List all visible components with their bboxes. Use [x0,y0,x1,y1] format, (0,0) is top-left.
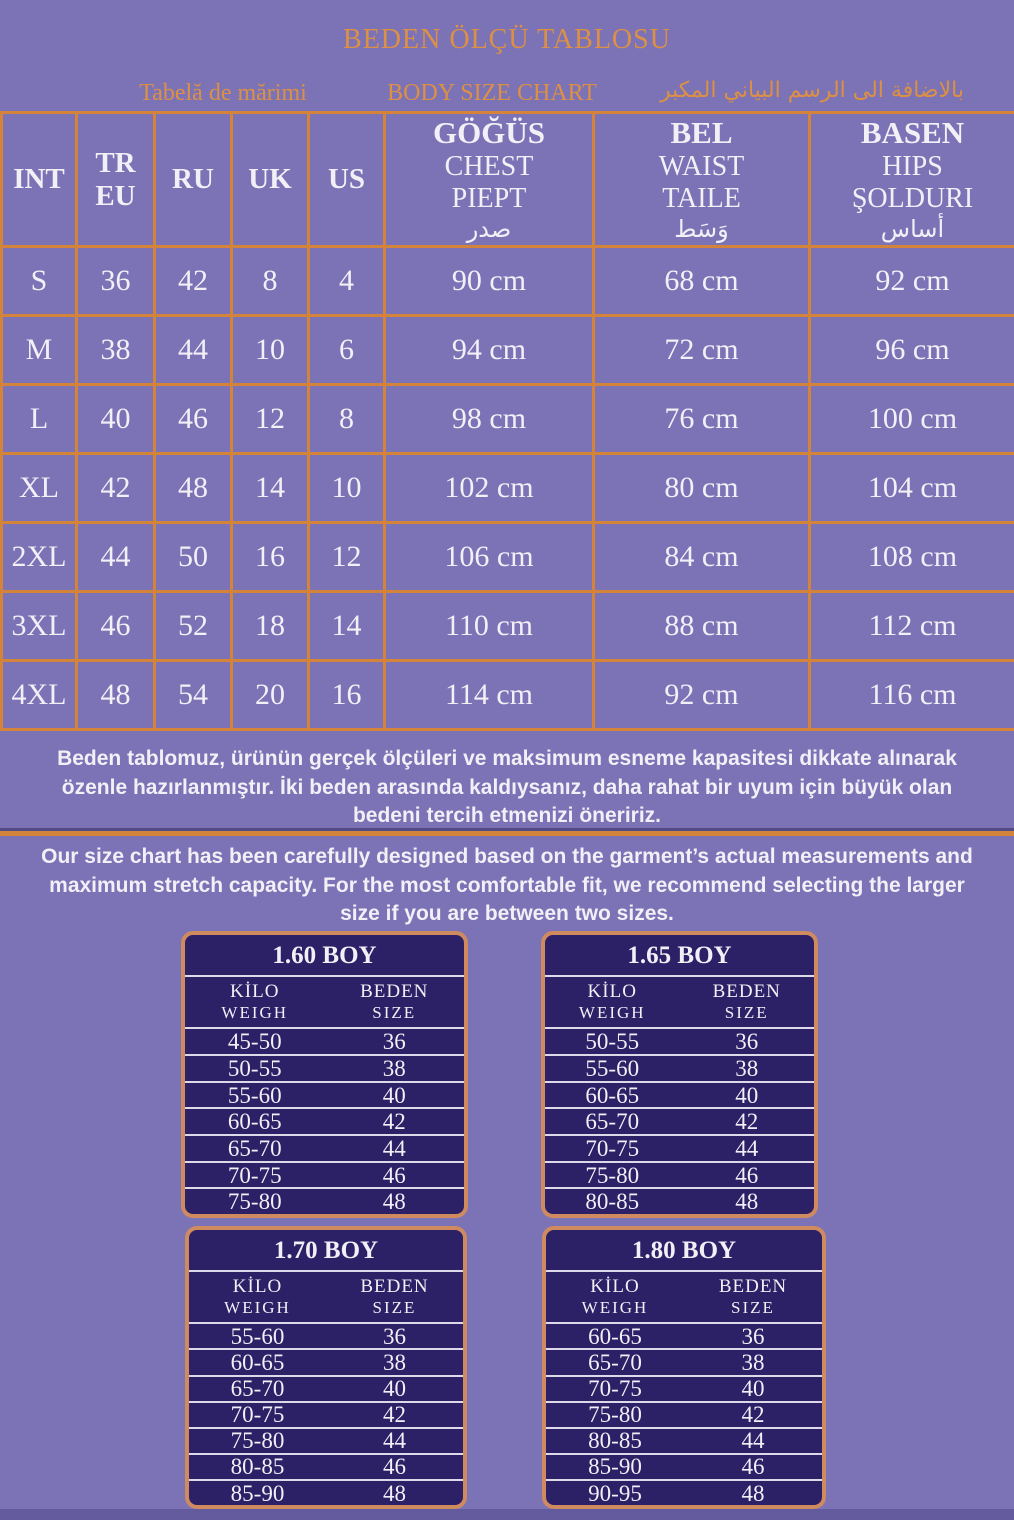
table-row [185,1054,464,1081]
table-cell: 38 [735,1055,759,1081]
col-label: BEDEN [712,981,781,1002]
height-table-180 [542,1226,826,1509]
col-label: SIZE [372,1002,417,1022]
height-table-title: 1.80 BOY [546,1230,822,1272]
table-row [545,1081,814,1108]
table-cell: 80-85 [230,1454,285,1480]
table-cell: 114 cm [385,661,594,730]
table-cell: 70-75 [230,1402,285,1428]
table-cell: 46 [155,385,232,454]
col-header-us [309,113,385,247]
col-label: BEDEN [718,1276,788,1297]
height-table-160 [181,931,468,1218]
table-cell: 8 [309,385,385,454]
table-cell: 18 [232,592,309,661]
table-cell: L [2,385,77,454]
table-cell: 85-90 [230,1480,285,1506]
table-cell: 42 [155,247,232,316]
table-row [546,1453,822,1479]
col-label: INT [13,163,65,196]
table-cell: 85-90 [588,1454,642,1480]
weight-column-header [189,1276,326,1317]
table-cell: 36 [383,1323,406,1349]
table-cell: XL [2,454,77,523]
table-cell: 80-85 [588,1428,642,1454]
table-row [545,1054,814,1081]
col-label: EU [95,179,136,212]
section-divider [0,831,1014,836]
table-cell: 4XL [2,661,77,730]
col-header-hips [810,113,1014,247]
body-size-table [0,111,1014,731]
weight-column-header [185,981,325,1022]
col-label: ŞOLDURI [851,182,974,214]
table-cell: 36 [382,1029,406,1055]
table-cell: 46 [383,1454,406,1480]
table-cell: 92 cm [594,661,810,730]
height-table-title: 1.60 BOY [185,935,464,977]
col-label: WEIGH [581,1297,649,1317]
table-cell: 70-75 [227,1162,282,1188]
subtitle-english: BODY SIZE CHART [387,80,597,106]
table-cell: 75-80 [227,1189,282,1215]
col-label: US [327,163,366,196]
table-row [2,661,1014,730]
table-cell: 54 [155,661,232,730]
col-label: KİLO [590,1276,640,1297]
table-cell: 44 [383,1428,406,1454]
table-row [2,385,1014,454]
table-cell: 55-60 [227,1082,282,1108]
table-cell: 20 [232,661,309,730]
table-cell: 45-50 [227,1029,282,1055]
table-cell: 12 [232,385,309,454]
table-cell: M [2,316,77,385]
table-cell: 44 [77,523,155,592]
height-table-header [189,1272,463,1324]
table-cell: 6 [309,316,385,385]
table-cell: 46 [382,1162,406,1188]
table-row [189,1324,463,1348]
table-cell: 50-55 [227,1055,282,1081]
table-cell: 42 [735,1109,759,1135]
table-cell: 42 [382,1109,406,1135]
col-label: PIEPT [451,182,527,214]
table-cell: 10 [232,316,309,385]
table-cell: 38 [383,1350,406,1376]
col-label: WAIST [658,150,745,182]
size-column-header [684,1276,822,1317]
table-cell: 42 [77,454,155,523]
col-label: SIZE [372,1297,417,1317]
col-header-waist [594,113,810,247]
table-row [2,523,1014,592]
height-table-header [545,977,814,1029]
table-row [189,1401,463,1427]
table-cell: 60-65 [588,1323,642,1349]
height-table-rows [185,1029,464,1214]
table-cell: 36 [77,247,155,316]
table-cell: 38 [77,316,155,385]
col-label: WEIGH [224,1297,291,1317]
table-cell: 44 [735,1135,759,1161]
table-cell: 88 cm [594,592,810,661]
col-label: CHEST [444,150,534,182]
table-cell: 60-65 [227,1109,282,1135]
col-label: TR [95,147,136,180]
table-cell: 80 cm [594,454,810,523]
table-row [545,1029,814,1054]
table-cell: 90-95 [588,1480,642,1506]
table-cell: 4 [309,247,385,316]
col-label: GÖĞÜS [433,115,545,151]
height-table-170 [185,1226,467,1509]
table-cell: 48 [155,454,232,523]
table-cell: 14 [232,454,309,523]
table-row [185,1134,464,1161]
table-row [545,1161,814,1188]
body-size-table-rows [2,247,1014,730]
table-cell: 75-80 [588,1402,642,1428]
size-column-header [326,1276,463,1317]
col-label: WEIGH [578,1002,646,1022]
table-cell: 48 [735,1189,759,1215]
table-cell: 44 [741,1428,765,1454]
table-cell: 104 cm [810,454,1014,523]
table-row [189,1453,463,1479]
table-cell: 36 [735,1029,759,1055]
table-row [545,1134,814,1161]
col-label: SIZE [731,1297,775,1317]
height-table-rows [189,1324,463,1505]
table-row [189,1375,463,1401]
height-table-rows [545,1029,814,1214]
table-row [185,1161,464,1188]
table-cell: 110 cm [385,592,594,661]
body-size-table-header [2,113,1014,247]
table-cell: 116 cm [810,661,1014,730]
col-label-arabic: صدر [466,215,512,244]
table-cell: 70-75 [588,1376,642,1402]
table-cell: 10 [309,454,385,523]
table-cell: 8 [232,247,309,316]
table-cell: 40 [735,1082,759,1108]
table-cell: 46 [77,592,155,661]
table-cell: 50 [155,523,232,592]
table-row [545,1187,814,1214]
table-row [2,592,1014,661]
table-cell: 50-55 [585,1029,640,1055]
table-cell: 92 cm [810,247,1014,316]
table-cell: 112 cm [810,592,1014,661]
table-row [545,1107,814,1134]
table-cell: 60-65 [230,1350,285,1376]
table-row [546,1375,822,1401]
table-row [546,1324,822,1348]
col-header-uk [232,113,309,247]
subtitle-arabic: بالاضافة الى الرسم البياني المكبر [660,78,964,103]
table-cell: 44 [382,1135,406,1161]
table-cell: 70-75 [585,1135,640,1161]
table-row [546,1479,822,1505]
table-cell: 48 [741,1480,765,1506]
table-cell: 60-65 [585,1082,640,1108]
col-label: BEDEN [360,981,429,1002]
header-row [2,113,1014,247]
col-header-ru [155,113,232,247]
table-row [546,1427,822,1453]
table-cell: 55-60 [230,1323,285,1349]
table-row [2,247,1014,316]
table-cell: 16 [232,523,309,592]
col-label: TAILE [662,182,741,214]
col-label: KİLO [230,981,280,1002]
table-row [185,1029,464,1054]
table-cell: 42 [383,1402,406,1428]
table-cell: 108 cm [810,523,1014,592]
table-cell: 38 [741,1350,765,1376]
table-row [185,1107,464,1134]
table-cell: 76 cm [594,385,810,454]
table-cell: 52 [155,592,232,661]
table-cell: 80-85 [585,1189,640,1215]
table-cell: 40 [741,1376,765,1402]
table-cell: 65-70 [230,1376,285,1402]
table-row [2,454,1014,523]
col-label: UK [248,163,292,196]
col-header-chest [385,113,594,247]
table-cell: 102 cm [385,454,594,523]
height-table-rows [546,1324,822,1505]
table-cell: 75-80 [230,1428,285,1454]
height-table-header [546,1272,822,1324]
table-row [546,1348,822,1374]
table-cell: 46 [741,1454,765,1480]
table-row [185,1081,464,1108]
height-table-165 [541,931,818,1218]
col-header-int [2,113,77,247]
table-cell: 42 [741,1402,765,1428]
col-label: SIZE [724,1002,769,1022]
col-label: BEDEN [360,1276,429,1297]
table-cell: 90 cm [385,247,594,316]
note-turkish: Beden tablomuz, ürünün gerçek ölçüleri ve maksimum esneme kapasitesi dikkate alınarak özenle hazırlanmıştır. İki beden arasında kaldıysanız, daha rahat bir uyum için büyük olan bedeni tercih etmenizi öneririz. [57,747,957,828]
col-label-arabic: أساس [880,215,945,244]
table-cell: S [2,247,77,316]
weight-column-header [546,1276,684,1317]
col-header-tr-eu [77,113,155,247]
table-cell: 40 [382,1082,406,1108]
table-cell: 2XL [2,523,77,592]
height-table-title: 1.65 BOY [545,935,814,977]
table-cell: 65-70 [227,1135,282,1161]
col-label: WEIGH [221,1002,289,1022]
table-row [185,1187,464,1214]
table-cell: 65-70 [588,1350,642,1376]
table-cell: 36 [741,1323,765,1349]
size-column-header [680,981,815,1022]
col-label: KİLO [587,981,637,1002]
table-cell: 98 cm [385,385,594,454]
table-cell: 94 cm [385,316,594,385]
table-cell: 55-60 [585,1055,640,1081]
table-cell: 96 cm [810,316,1014,385]
table-cell: 75-80 [585,1162,640,1188]
table-row [189,1479,463,1505]
table-cell: 38 [382,1055,406,1081]
table-cell: 40 [77,385,155,454]
col-label-arabic: وَسَط [674,215,729,244]
table-cell: 68 cm [594,247,810,316]
table-row [189,1427,463,1453]
table-cell: 106 cm [385,523,594,592]
col-label: BEL [670,115,733,151]
table-cell: 14 [309,592,385,661]
table-cell: 46 [735,1162,759,1188]
table-cell: 84 cm [594,523,810,592]
table-cell: 40 [383,1376,406,1402]
page-title: BEDEN ÖLÇÜ TABLOSU [343,24,671,55]
table-cell: 48 [383,1480,406,1506]
subtitle-romanian: Tabelă de mărimi [139,80,307,106]
table-row [189,1348,463,1374]
table-cell: 65-70 [585,1109,640,1135]
bottom-strip [0,1509,1014,1520]
col-label: KİLO [232,1276,283,1297]
table-row [546,1401,822,1427]
height-table-header [185,977,464,1029]
height-table-title: 1.70 BOY [189,1230,463,1272]
table-cell: 3XL [2,592,77,661]
table-cell: 72 cm [594,316,810,385]
weight-column-header [545,981,680,1022]
table-row [2,316,1014,385]
table-cell: 16 [309,661,385,730]
table-cell: 100 cm [810,385,1014,454]
size-column-header [325,981,465,1022]
table-cell: 48 [382,1189,406,1215]
col-label: HIPS [882,150,943,182]
col-label: RU [172,163,214,196]
table-cell: 48 [77,661,155,730]
note-english: Our size chart has been carefully designed based on the garment’s actual measurements and maximum stretch capacity. For the most comfortable fit, we recommend selecting the larger size if you are between two sizes. [41,845,973,926]
table-cell: 12 [309,523,385,592]
table-cell: 44 [155,316,232,385]
col-label: BASEN [860,115,965,151]
